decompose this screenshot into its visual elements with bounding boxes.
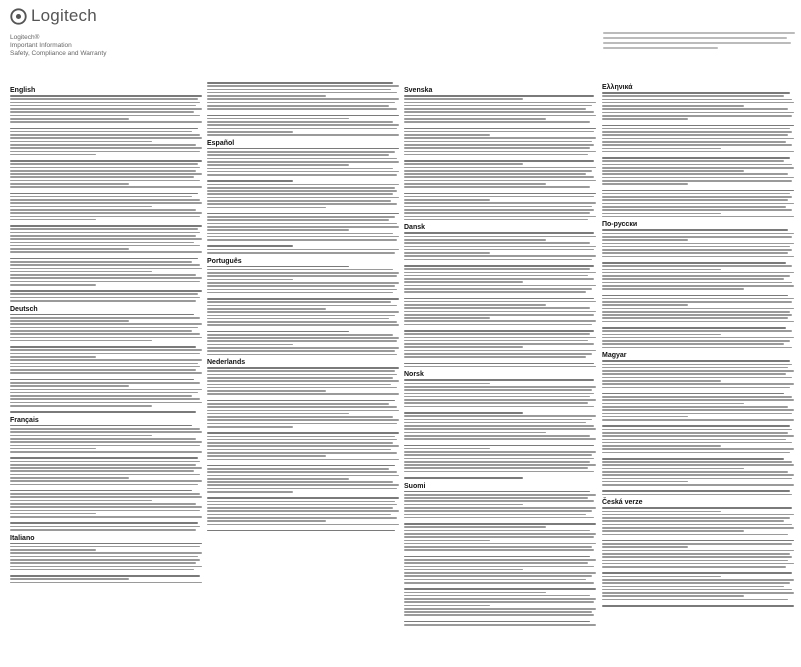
language-heading: Italiano	[10, 534, 35, 542]
language-heading: English	[10, 87, 36, 94]
language-heading: Magyar	[602, 352, 627, 360]
section-body-text	[10, 314, 202, 413]
column-2	[207, 79, 399, 533]
language-heading: По-русски	[602, 221, 638, 229]
language-heading: Ελληνικά	[602, 84, 633, 91]
language-section	[10, 305, 202, 413]
section-body-text	[207, 266, 399, 356]
language-section	[10, 86, 202, 302]
language-section	[602, 220, 794, 348]
section-body-text	[10, 543, 202, 584]
language-heading: Deutsch	[10, 305, 38, 313]
section-body-text	[10, 425, 202, 531]
language-heading: Svenska	[404, 87, 433, 94]
language-section	[404, 370, 596, 478]
language-section	[404, 482, 596, 626]
language-heading: Suomi	[404, 482, 426, 490]
logitech-logo	[10, 6, 210, 26]
language-heading: Nederlands	[207, 359, 246, 367]
language-section	[207, 358, 399, 531]
language-heading: Español	[207, 139, 235, 147]
section-body-text	[207, 367, 399, 531]
section-body-text	[404, 491, 596, 626]
language-section	[207, 82, 399, 136]
section-body-text	[602, 229, 794, 348]
section-body-text	[404, 232, 596, 367]
brand-trademark: Logitech®	[10, 34, 40, 41]
section-body-text	[404, 379, 596, 478]
language-section	[602, 498, 794, 606]
section-body-text	[602, 507, 794, 606]
language-heading: Português	[207, 257, 242, 265]
language-section	[602, 83, 794, 217]
language-section	[404, 86, 596, 220]
section-body-text	[10, 95, 202, 302]
column-1	[10, 83, 202, 585]
document-title: Important Information	[10, 42, 72, 49]
language-section	[602, 351, 794, 495]
column-4	[602, 80, 794, 609]
language-heading: Česká verze	[602, 499, 643, 507]
language-section	[10, 534, 202, 584]
section-body-text	[207, 148, 399, 254]
brand-name: Logitech	[31, 6, 97, 25]
language-heading: Norsk	[404, 371, 424, 379]
logitech-logo-icon	[10, 8, 27, 25]
language-section	[404, 223, 596, 367]
document-subtitle: Safety, Compliance and Warranty	[10, 50, 107, 57]
legal-notice	[603, 32, 795, 52]
section-body-text	[207, 82, 399, 136]
section-body-text	[602, 92, 794, 217]
language-heading: Dansk	[404, 224, 426, 232]
section-body-text	[602, 360, 794, 495]
column-3	[404, 83, 596, 628]
language-heading: Français	[10, 416, 39, 424]
document-header	[10, 6, 210, 58]
language-section	[207, 257, 399, 356]
language-section	[207, 139, 399, 254]
language-section	[10, 416, 202, 531]
section-body-text	[404, 95, 596, 220]
